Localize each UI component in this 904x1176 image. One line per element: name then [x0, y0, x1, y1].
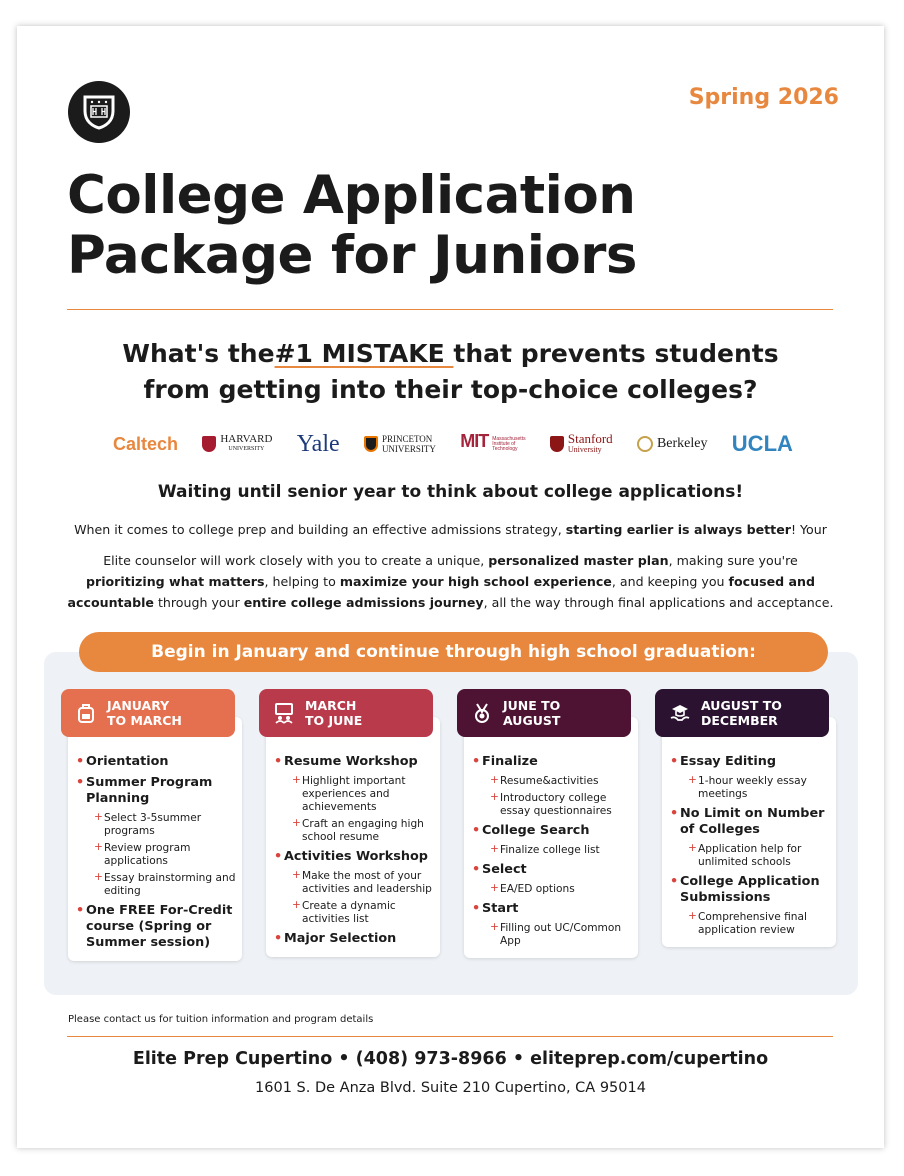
graduate-hands-icon [669, 702, 691, 724]
para2-text-e: , helping to [264, 574, 340, 589]
column-header [655, 689, 829, 737]
subheading: Waiting until senior year to think about college applications! [157, 482, 744, 502]
para2-text-i: through your [153, 595, 244, 610]
university-logos [113, 429, 793, 459]
para2-text-c: , making sure you're [668, 553, 798, 568]
harvard-logo [202, 434, 272, 454]
sub-item: + Resume&activities [472, 775, 632, 788]
mit-line-2: Institute of [492, 440, 516, 447]
title-line-2: Package for Juniors [67, 225, 637, 286]
sub-item: + Make the most of your activities and leadership [274, 870, 434, 896]
column-header-line-2: AUGUST [503, 713, 561, 728]
ucla-logo: UCLA [731, 431, 793, 456]
divider-top [67, 309, 833, 310]
column-card [662, 717, 836, 947]
sub-item: + Finalize college list [472, 844, 632, 857]
para2-text-h: focused and accountable [67, 574, 816, 610]
question-before: What's the [122, 339, 275, 368]
harvard-sub: UNIVERSITY [228, 446, 265, 452]
sub-item: + Select 3-5summer programs [76, 812, 236, 838]
list-item: • Start [472, 901, 632, 917]
sub-item: + EA/ED options [472, 883, 632, 896]
princeton-sub: UNIVERSITY [381, 444, 436, 454]
para2-text-a: Elite counselor will work closely with you to create a unique, [103, 553, 489, 568]
mit-line-1: Massachusetts [492, 435, 526, 442]
sub-item: + Comprehensive final application review [670, 911, 830, 937]
caltech-logo: Caltech [113, 433, 179, 454]
harvard-name: HARVARD [220, 433, 273, 445]
column-header-line-2: TO JUNE [305, 713, 363, 728]
column-card [464, 717, 638, 958]
medal-icon [471, 702, 493, 724]
sub-item: + Create a dynamic activities list [274, 900, 434, 926]
stanford-name: Stanford [567, 431, 613, 446]
season-label: Spring 2026 [688, 85, 839, 110]
flyer-page [17, 26, 884, 1148]
presentation-icon [273, 702, 295, 724]
para1-text-b: starting earlier is always better [565, 522, 791, 537]
sub-item: + Craft an engaging high school resume [274, 818, 434, 844]
column-header-line-2: TO MARCH [107, 713, 182, 728]
intro-paragraph-2 [62, 550, 839, 613]
list-item: • Select [472, 862, 632, 878]
sub-item: + Filling out UC/Common App [472, 922, 632, 948]
stanford-logo [550, 433, 613, 455]
column-card [266, 717, 440, 957]
sub-item: + Review program applications [76, 842, 236, 868]
stanford-sub: University [567, 445, 602, 454]
princeton-shield-icon [364, 436, 378, 452]
footer-address: 1601 S. De Anza Blvd. Suite 210 Cupertino, CA 95014 [255, 1080, 646, 1096]
berkeley-logo [637, 436, 708, 452]
list-item: • Summer Program Planning [76, 775, 236, 807]
sub-item: + Essay brainstorming and editing [76, 872, 236, 898]
list-item: • Activities Workshop [274, 849, 434, 865]
mit-line-3: Technology [492, 445, 518, 452]
list-item: • Resume Workshop [274, 754, 434, 770]
para1-text-a: When it comes to college prep and building an effective admissions strategy, [74, 522, 566, 537]
timeline-banner: Begin in January and continue through high school graduation: [79, 632, 828, 672]
para1-text-c: ! Your [790, 522, 827, 537]
list-item: • One FREE For-Credit course (Spring or Summer session) [76, 903, 236, 951]
list-item: • Orientation [76, 754, 236, 770]
harvard-shield-icon [202, 436, 216, 452]
column-header [61, 689, 235, 737]
berkeley-seal-icon [637, 436, 653, 452]
list-item: • College Search [472, 823, 632, 839]
question-heading [57, 336, 844, 408]
divider-bottom [67, 1036, 833, 1037]
question-highlight: #1 MISTAKE [274, 339, 454, 368]
footer-contact: Elite Prep Cupertino • (408) 973-8966 • eliteprep.com/cupertino [132, 1049, 769, 1069]
column-header-line-1: JANUARY [107, 698, 170, 713]
list-item: • No Limit on Number of Colleges [670, 806, 830, 838]
para2-text-k: , all the way through final applications and acceptance. [483, 595, 834, 610]
sub-item: + Introductory college essay questionnaires [472, 792, 632, 818]
column-header-line-2: DECEMBER [701, 713, 778, 728]
sub-item: + Application help for unlimited schools [670, 843, 830, 869]
sub-item: + 1-hour weekly essay meetings [670, 775, 830, 801]
column-header-line-1: JUNE TO [503, 698, 561, 713]
question-after: that prevents students [453, 339, 779, 368]
backpack-icon [75, 702, 97, 724]
yale-logo: Yale [296, 430, 340, 457]
column-header [457, 689, 631, 737]
column-header-line-1: AUGUST TO [701, 698, 782, 713]
page-title [67, 166, 787, 286]
para2-text-f: maximize your high school experience [339, 574, 612, 589]
para2-text-g: , and keeping you [611, 574, 729, 589]
sub-item: + Highlight important experiences and achievements [274, 775, 434, 814]
mit-logo: MIT Massachusetts Institute of Technology [460, 431, 526, 452]
list-item: • College Application Submissions [670, 874, 830, 906]
column-header-line-1: MARCH [305, 698, 357, 713]
list-item: • Finalize [472, 754, 632, 770]
princeton-logo [364, 434, 436, 454]
para2-text-b: personalized master plan [488, 553, 669, 568]
column-header [259, 689, 433, 737]
list-item: • Essay Editing [670, 754, 830, 770]
title-line-1: College Application [67, 165, 636, 226]
berkeley-name: Berkeley [656, 436, 708, 451]
contact-note: Please contact us for tuition information and program details [68, 1014, 374, 1025]
para2-text-d: prioritizing what matters [85, 574, 265, 589]
stanford-shield-icon [550, 436, 564, 452]
princeton-name: PRINCETON [381, 434, 433, 444]
column-card [68, 717, 242, 961]
question-line-2: from getting into their top-choice colleges? [143, 375, 758, 404]
list-item: • Major Selection [274, 931, 434, 947]
intro-paragraph-1 [62, 519, 839, 540]
shield-logo-icon [68, 81, 130, 143]
para2-text-j: entire college admissions journey [243, 595, 484, 610]
